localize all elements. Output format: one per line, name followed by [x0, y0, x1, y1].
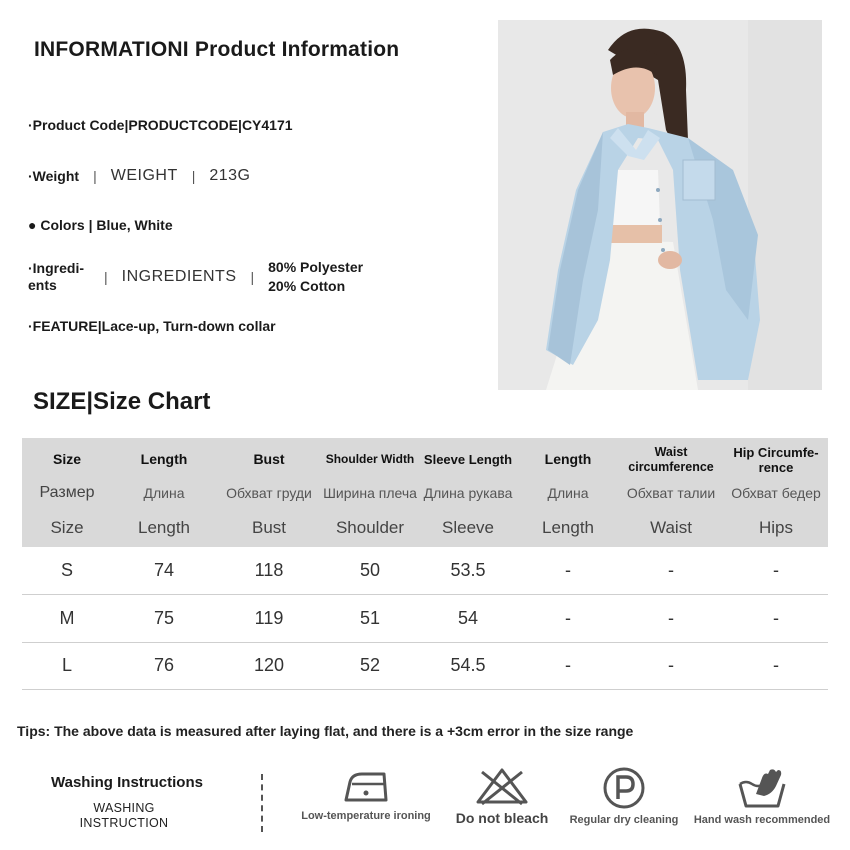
ingredients-separator: | [250, 269, 255, 285]
table-cell: 53.5 [418, 547, 518, 595]
table-cell: - [518, 595, 618, 643]
table-cell: 54.5 [418, 642, 518, 690]
table-row [22, 595, 828, 643]
care-label: Low-temperature ironing [301, 810, 431, 822]
dashed-divider [261, 774, 263, 832]
table-cell: 76 [112, 642, 216, 690]
ingredient-cotton: 20% Cotton [268, 278, 346, 294]
column-header-ru: Обхват бедер [731, 485, 821, 501]
weight-value: 213G [209, 167, 251, 184]
column-header-short: Size [50, 518, 84, 537]
column-header: Waist circumference [628, 444, 714, 474]
column-header: Hip Circumfe-rence [733, 444, 819, 475]
ingredients-separator: | [104, 269, 108, 285]
table-cell: - [518, 642, 618, 690]
column-header-short: Length [138, 518, 190, 537]
dry-clean-p-icon [601, 766, 647, 810]
weight-en-label: WEIGHT [110, 167, 178, 184]
column-header: Length [544, 451, 592, 467]
product-code-text: ·Product Code|PRODUCTCODE|CY4171 [28, 117, 293, 133]
weight-separator: | [93, 168, 97, 184]
column-header: Bust [253, 451, 285, 467]
iron-icon [340, 766, 392, 806]
washing-instructions-subtitle: WASHING INSTRUCTION [79, 801, 169, 830]
ingredients-label: ·Ingredi-ents [28, 260, 84, 293]
table-row [22, 547, 828, 595]
column-header-ru: Размер [39, 484, 95, 501]
care-symbol-dry-clean [568, 766, 680, 826]
hand-wash-icon [736, 766, 788, 810]
column-header-short: Length [542, 518, 594, 537]
no-bleach-icon [474, 766, 530, 806]
column-header-short: Shoulder [335, 518, 405, 537]
colors-text: ● Colors | Blue, White [28, 217, 173, 233]
table-cell: - [518, 547, 618, 595]
column-header-short: Waist [650, 518, 692, 537]
product-code-row [28, 117, 293, 133]
care-label: Do not bleach [455, 810, 549, 826]
table-cell: 120 [216, 642, 322, 690]
table-cell: 50 [322, 547, 418, 595]
weight-label: ·Weight [28, 168, 80, 184]
table-cell: 74 [112, 547, 216, 595]
header-row-english [22, 438, 828, 477]
table-cell: - [618, 642, 724, 690]
table-row [22, 642, 828, 690]
table-cell: - [724, 595, 828, 643]
care-label: Regular dry cleaning [569, 814, 679, 826]
weight-separator: | [191, 168, 196, 184]
ingredient-polyester: 80% Polyester [268, 259, 364, 275]
model-illustration [498, 20, 822, 390]
measurement-tips: Tips: The above data is measured after laying flat, and there is a +3cm error in the size range [17, 723, 634, 739]
size-chart-table [22, 438, 828, 690]
column-header: Length [140, 451, 188, 467]
column-header-ru: Ширина плеча [323, 485, 417, 501]
feature-text: ·FEATURE|Lace-up, Turn-down collar [28, 318, 276, 334]
ingredients-row [28, 258, 363, 296]
table-cell: - [724, 547, 828, 595]
feature-row [28, 318, 276, 334]
weight-row [28, 167, 251, 185]
colors-row [28, 217, 173, 233]
column-header-short: Bust [251, 518, 287, 537]
product-photo [498, 20, 822, 390]
table-cell: 51 [322, 595, 418, 643]
column-header-ru: Длина рукава [423, 485, 513, 501]
size-cell: M [22, 595, 112, 643]
washing-instructions-title: Washing Instructions [51, 774, 203, 791]
care-symbol-no-bleach [452, 766, 552, 826]
column-header: Shoulder Width [325, 452, 415, 466]
size-cell: S [22, 547, 112, 595]
care-symbol-hand-wash [692, 766, 832, 826]
table-cell: 118 [216, 547, 322, 595]
column-header-ru: Длина [547, 485, 589, 501]
ingredients-values [268, 258, 363, 296]
column-header-ru: Длина [143, 485, 185, 501]
column-header-short: Hips [758, 518, 793, 537]
table-cell: 75 [112, 595, 216, 643]
column-header-ru: Обхват талии [626, 485, 716, 501]
table-cell: - [618, 595, 724, 643]
table-cell: 54 [418, 595, 518, 643]
column-header-short: Sleeve [442, 518, 494, 537]
care-symbol-iron [297, 766, 435, 822]
table-cell: 119 [216, 595, 322, 643]
table-cell: - [724, 642, 828, 690]
product-info-title: INFORMATIONI Product Information [34, 38, 400, 61]
header-row-short [22, 509, 828, 547]
table-cell: - [618, 547, 724, 595]
table-cell: 52 [322, 642, 418, 690]
ingredients-en-label: INGREDIENTS [121, 268, 237, 285]
size-cell: L [22, 642, 112, 690]
column-header-ru: Обхват груди [226, 485, 312, 501]
column-header: Sleeve Length [423, 452, 513, 467]
column-header: Size [52, 451, 81, 467]
header-row-russian [22, 477, 828, 509]
size-chart-title: SIZE|Size Chart [33, 388, 211, 415]
care-label: Hand wash recommended [693, 814, 831, 826]
